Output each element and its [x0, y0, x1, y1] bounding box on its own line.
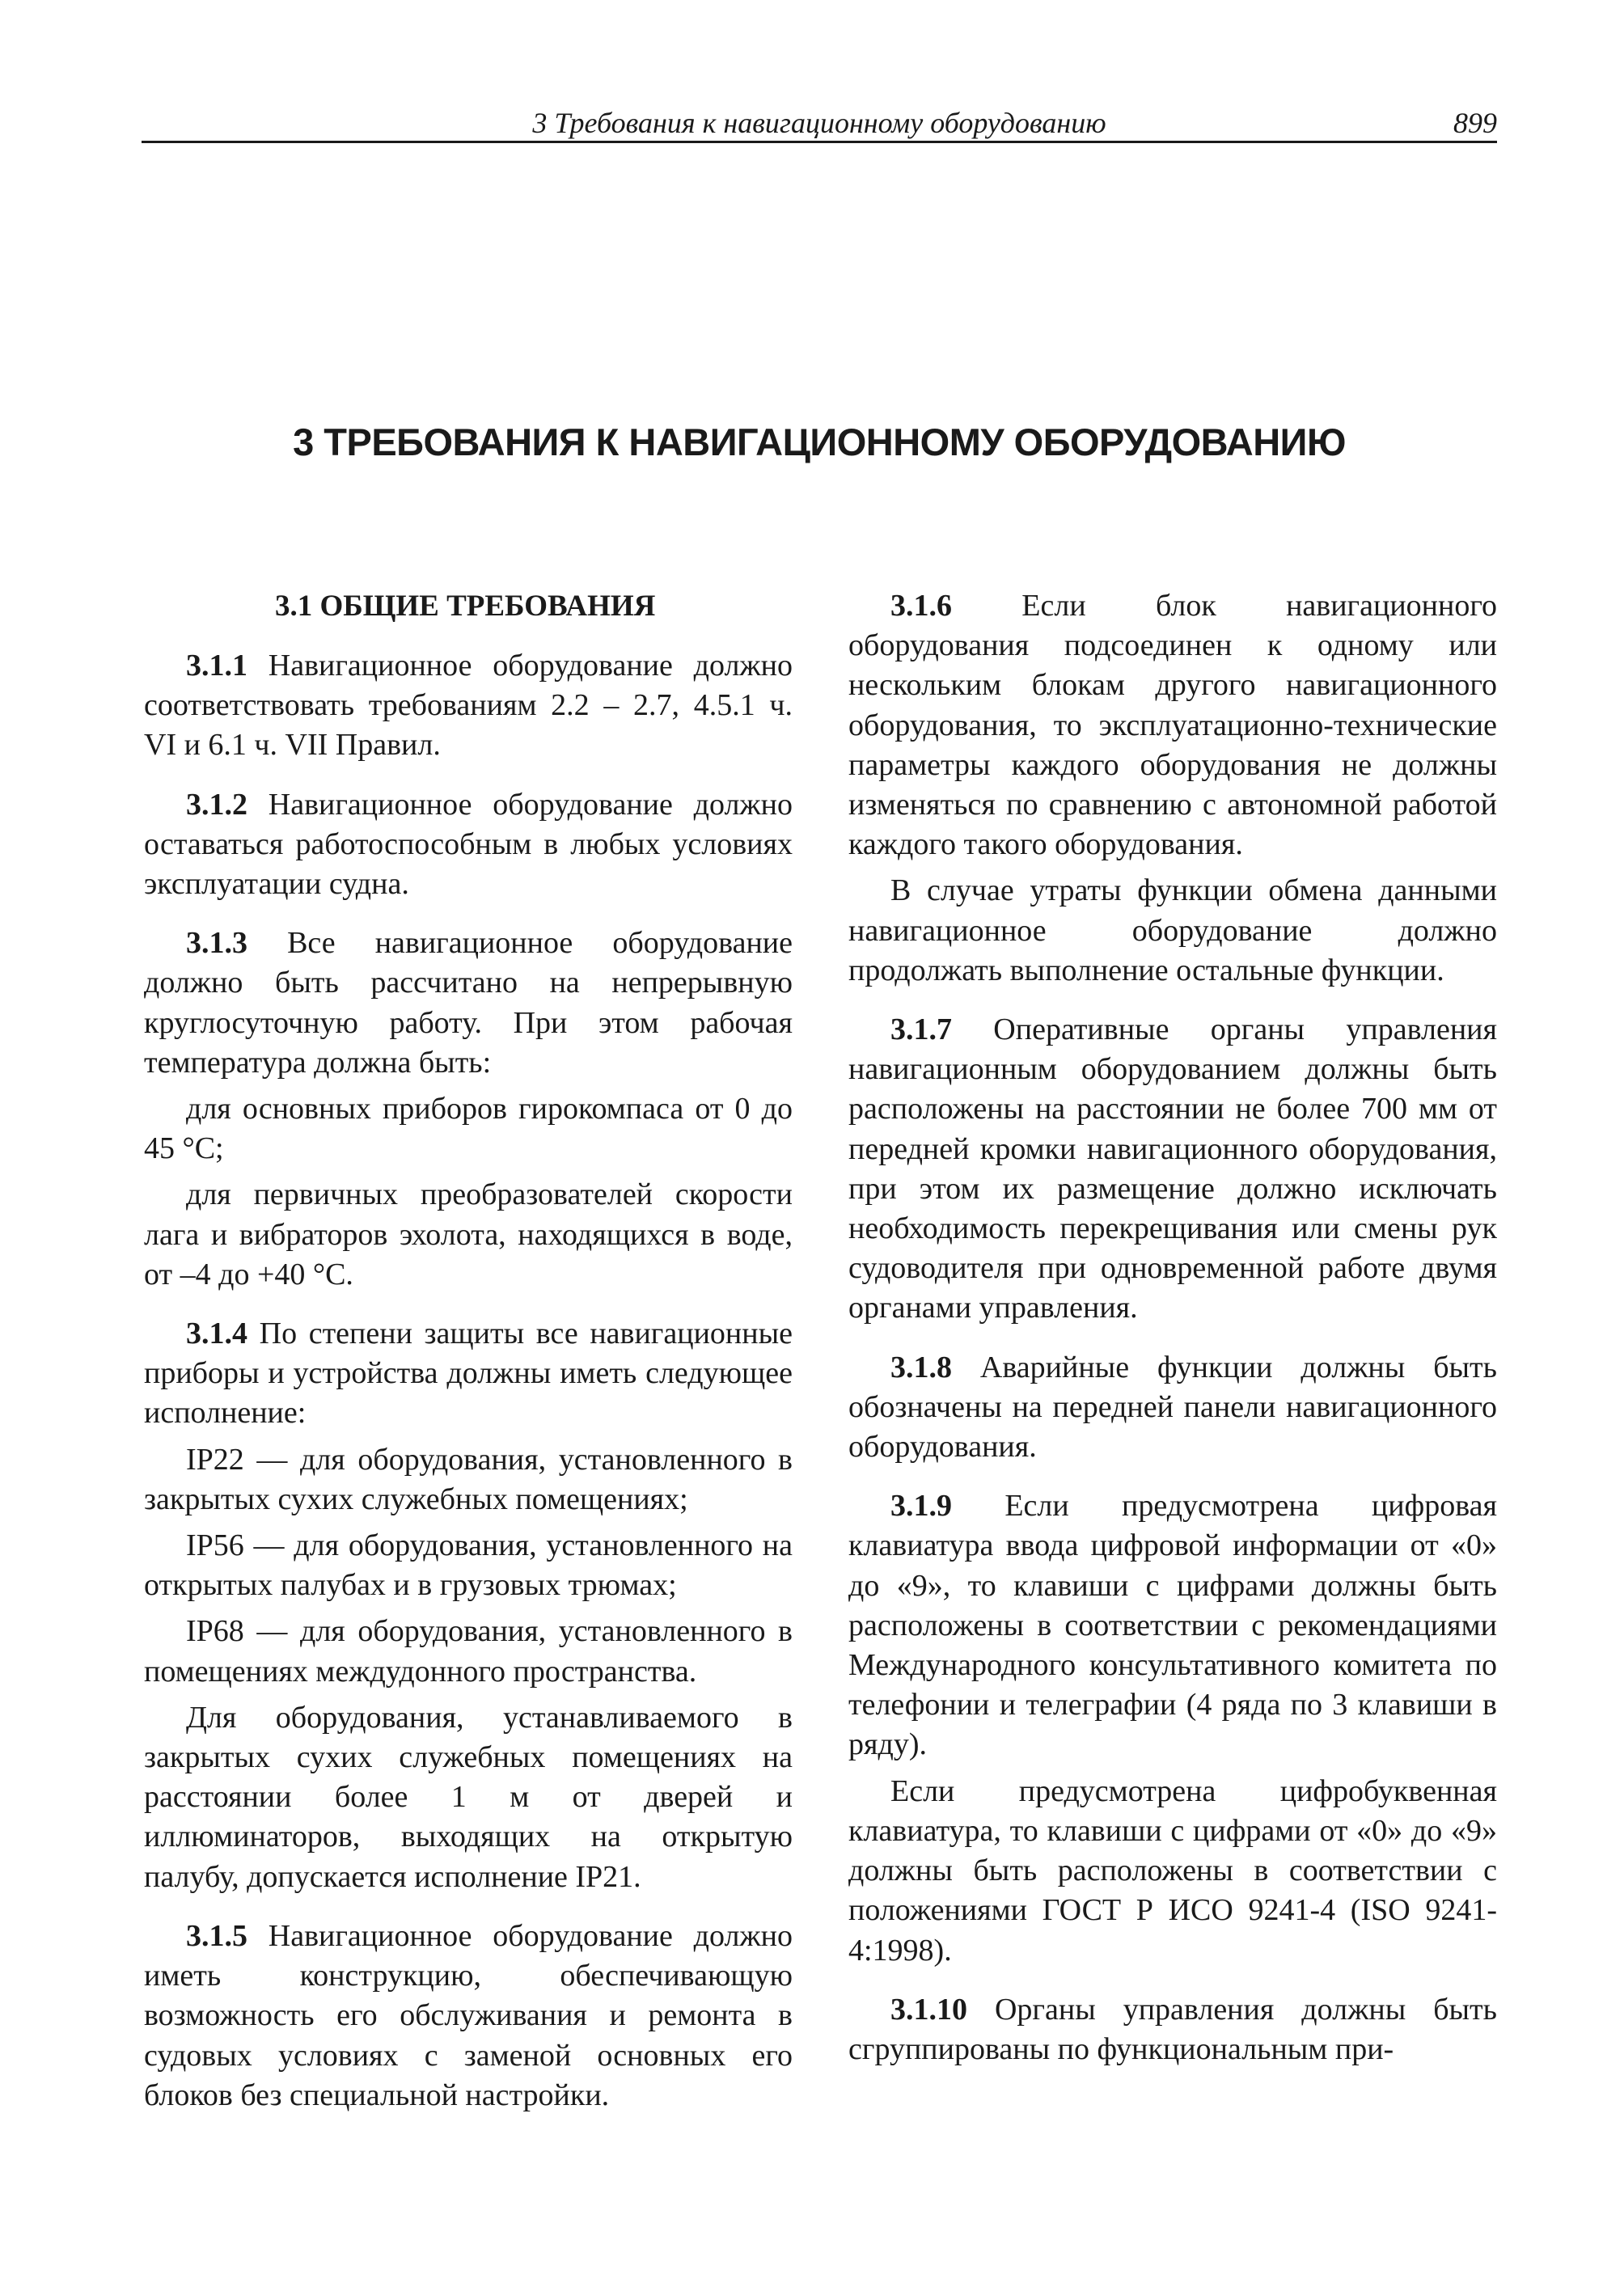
paragraph-text: Оперативные органы управления навигационным оборудованием должны быть расположены на расстоянии не более 700 мм от передней кромки навигационного оборудования, при этом их размещение должно исключать необходимость перекрещивания или смены рук судоводителя при одновременной работе двумя органами управления. — [848, 1012, 1497, 1325]
paragraph-3-1-6 — [848, 586, 1497, 864]
paragraph-text: Аварийные функции должны быть обозначены на передней панели навигационного оборудования. — [848, 1350, 1497, 1465]
paragraph-text: Для оборудования, устанавливаемого в закрытых сухих служебных помещениях на расстоянии более 1 м от дверей и иллюминаторов, выходящих на открытую палубу, допускается исполнение IP21. — [144, 1700, 793, 1894]
paragraph-text: Если предусмотрена цифровая клавиатура ввода цифровой информации от «0» до «9», то клавиши с цифрами должны быть расположены в соответствии с рекомендациями Международного консультативного комитета по телефонии и телеграфии (4 ряда по 3 клавиши в ряду). — [848, 1489, 1497, 1762]
paragraph-text: для основных приборов гирокомпаса от 0 до 45 °С; — [144, 1092, 793, 1166]
paragraph-ip21 — [144, 1698, 793, 1897]
paragraph-text: IP22 — для оборудования, установленного в закрытых сухих служебных помещениях; — [144, 1442, 793, 1516]
clause-number: 3.1.1 — [186, 649, 247, 683]
section-title: 3.1 ОБЩИЕ ТРЕБОВАНИЯ — [275, 590, 656, 623]
paragraph-text: Если предусмотрена цифробуквенная клавиатура, то клавиши с цифрами от «0» до «9» должны быть расположены в соответствии с положениями ГОСТ Р ИСО 9241-4 (ISO 9241-4:1998). — [848, 1773, 1497, 1968]
running-title: 3 Требования к навигационному оборудованию — [532, 107, 1106, 139]
paragraph-text: Все навигационное оборудование должно быть рассчитано на непрерывную круглосуточную работу. При этом рабочая температура должна быть: — [144, 926, 793, 1080]
left-column — [144, 586, 793, 2116]
paragraph-3-1-1 — [144, 646, 793, 766]
paragraph-text: IP56 — для оборудования, установленного на открытых палубах и в грузовых трюмах; — [144, 1528, 793, 1603]
clause-number: 3.1.7 — [890, 1012, 952, 1047]
paragraph-ip56 — [144, 1526, 793, 1605]
clause-number: 3.1.3 — [186, 926, 247, 961]
paragraph-ip68 — [144, 1612, 793, 1691]
clause-number: 3.1.9 — [890, 1489, 952, 1524]
paragraph-text: Если блок навигационного оборудования подсоединен к одному или нескольким блокам другого навигационного оборудования, то эксплуатационно-технические параметры каждого оборудования не должны изменяться по сравнению с автономной работой каждого такого оборудования. — [848, 589, 1497, 862]
paragraph-alphanumeric-keyboard — [848, 1772, 1497, 1971]
clause-number: 3.1.8 — [890, 1350, 952, 1384]
paragraph-3-1-8 — [848, 1348, 1497, 1468]
right-column — [848, 586, 1497, 2069]
clause-number: 3.1.2 — [186, 787, 247, 822]
paragraph-text: для первичных преобразователей скорости лага и вибраторов эхолота, находящихся в воде, от –4 до +40 °С. — [144, 1177, 793, 1291]
paragraph-3-1-10 — [848, 1990, 1497, 2069]
clause-number: 3.1.4 — [186, 1317, 247, 1351]
paragraph-3-1-2 — [144, 785, 793, 905]
paragraph-text: По степени защиты все навигационные приборы и устройства должны иметь следующее исполнение: — [144, 1317, 793, 1431]
running-header — [142, 104, 1497, 143]
paragraph-text: Навигационное оборудование должно соответствовать требованиям 2.2 – 2.7, 4.5.1 ч. VI и 6.1 ч. VII Правил. — [144, 649, 793, 763]
page-number: 899 — [1453, 107, 1497, 139]
chapter-title: 3 ТРЕБОВАНИЯ К НАВИГАЦИОННОМУ ОБОРУДОВАНИЮ — [293, 421, 1346, 463]
paragraph-text: В случае утраты функции обмена данными навигационное оборудование должно продолжать выполнение остальные функции. — [848, 873, 1497, 987]
clause-number: 3.1.6 — [890, 589, 952, 623]
paragraph-text: Навигационное оборудование должно иметь конструкцию, обеспечивающую возможность его обслуживания и ремонта в судовых условиях с заменой основных его блоков без специальной настройки. — [144, 1918, 793, 2112]
paragraph-text: IP68 — для оборудования, установленного в помещениях междудонного пространства. — [144, 1614, 793, 1689]
paragraph-data-exchange — [848, 871, 1497, 991]
paragraph-sensor-temp — [144, 1175, 793, 1295]
paragraph-3-1-3 — [144, 924, 793, 1083]
paragraph-3-1-4 — [144, 1314, 793, 1434]
paragraph-3-1-5 — [144, 1917, 793, 2116]
paragraph-3-1-7 — [848, 1010, 1497, 1329]
clause-number: 3.1.10 — [890, 1992, 967, 2027]
paragraph-text: Органы управления должны быть сгруппированы по функциональным при- — [848, 1992, 1497, 2066]
paragraph-text: Навигационное оборудование должно оставаться работоспособным в любых условиях эксплуатации судна. — [144, 787, 793, 902]
paragraph-gyrocompass-temp — [144, 1089, 793, 1169]
paragraph-3-1-9 — [848, 1486, 1497, 1765]
paragraph-ip22 — [144, 1440, 793, 1520]
clause-number: 3.1.5 — [186, 1918, 247, 1953]
